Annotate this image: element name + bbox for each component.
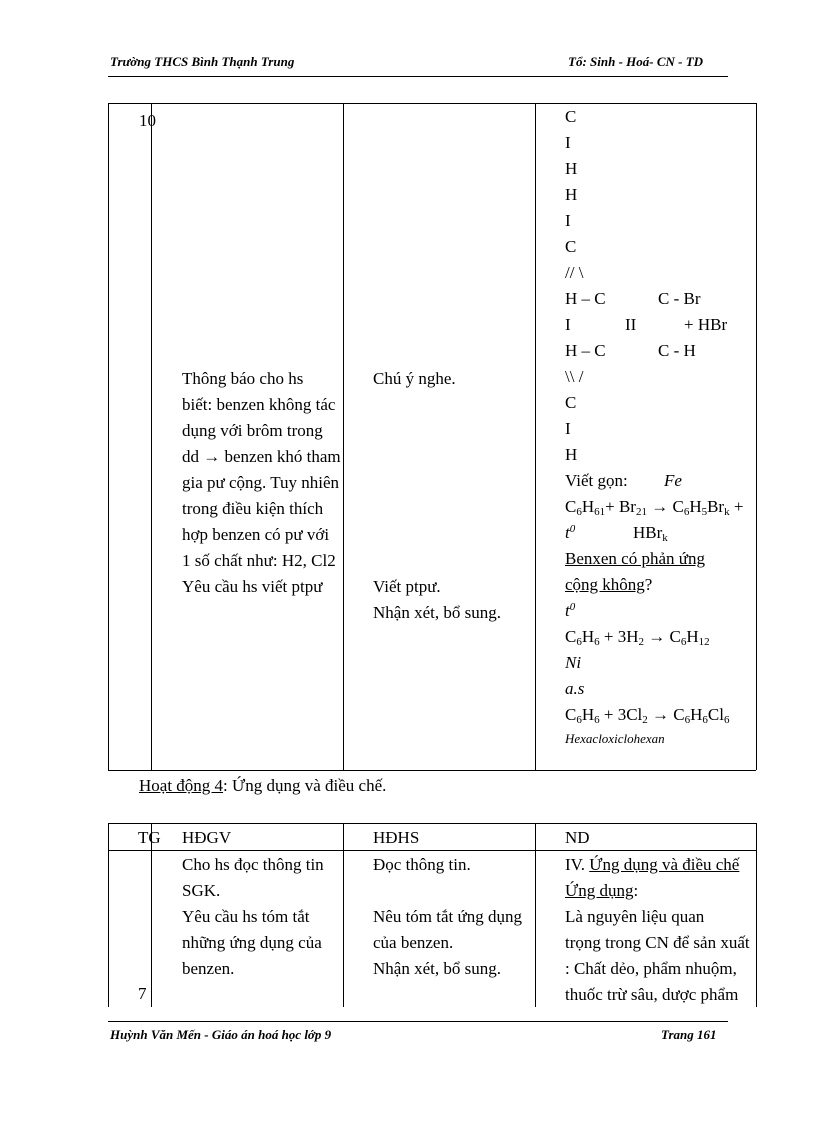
nd-line: trọng trong CN để sản xuất	[565, 933, 750, 952]
nd-section-title: IV. Ứng dụng và điều chế	[565, 855, 740, 874]
hdgv-line: gia pư cộng. Tuy nhiên	[182, 473, 340, 492]
header-tg: TG	[138, 828, 161, 847]
struct-line: H	[565, 159, 578, 178]
product-name: Hexacloxiclohexan	[565, 731, 665, 746]
table2-tg-value: 7	[138, 984, 147, 1003]
footer-rule	[108, 1021, 728, 1022]
condition-t0: $t^0$	[565, 523, 576, 542]
table2-border-right	[756, 823, 757, 1007]
addition-question: Benxen có phản ứng	[565, 549, 705, 568]
struct-line: H	[565, 185, 578, 204]
table2-nd-cell	[536, 851, 756, 1007]
hdgv-line: Yêu cầu hs viết ptpư	[182, 577, 323, 596]
hdhs-line: Viết ptpư.	[373, 577, 441, 596]
header-school: Trường THCS Bình Thạnh Trung	[110, 54, 295, 69]
struct-line: II	[625, 315, 637, 334]
equation-bromination: $C_6H_{61}+ Br_{21} \to C_6H_5Br_k$ +	[565, 497, 744, 518]
hdhs-line: Nhận xét, bổ sung.	[373, 959, 501, 978]
table2-header-tg	[109, 824, 161, 850]
table2-header-hdgv	[152, 824, 343, 850]
equation-hydrogenation: $C_6H_6 + 3H_2 \to C_6H_{12}$	[565, 627, 710, 648]
header-hdhs: HĐHS	[373, 828, 420, 847]
hdgv-line: benzen.	[182, 959, 235, 978]
struct-line: C	[565, 393, 577, 412]
condition-light: a.s	[565, 679, 585, 698]
hdgv-line: Cho hs đọc thông tin	[182, 855, 324, 874]
struct-line: C	[565, 107, 577, 126]
struct-line: I	[565, 315, 571, 334]
struct-line: I	[565, 419, 571, 438]
header-department: Tổ: Sinh - Hoá- CN - TD	[568, 54, 704, 69]
hdgv-line: những ứng dụng của	[182, 933, 322, 952]
short-form-label: Viết gọn:	[565, 471, 628, 490]
hdgv-line: hợp benzen có pư với	[182, 525, 330, 544]
struct-line: C	[565, 237, 577, 256]
hdhs-line: Nêu tóm tắt ứng dụng	[373, 907, 522, 926]
hdhs-line: Chú ý nghe.	[373, 369, 456, 388]
hdgv-line: dd → benzen khó tham	[182, 447, 341, 466]
condition-t0-2: $t^0$	[565, 601, 576, 620]
catalyst-ni: Ni	[565, 653, 582, 672]
nd-subheading: Ứng dụng:	[565, 881, 639, 900]
struct-line: H	[565, 445, 578, 464]
hdgv-line: trong điều kiện thích	[182, 499, 324, 518]
table1-nd-cell	[536, 104, 756, 770]
table1-bottom-border	[108, 770, 756, 771]
table2-header-nd	[536, 824, 756, 850]
struct-line: C - Br	[658, 289, 701, 308]
struct-line: I	[565, 211, 571, 230]
table1-border-right	[756, 103, 757, 770]
table2-hdhs-cell	[344, 851, 535, 1007]
equation-chlorination: $C_6H_6 + 3Cl_2 \to C_6H_6Cl_6$	[565, 705, 730, 726]
struct-line: I	[565, 133, 571, 152]
table2-header-hdhs	[344, 824, 535, 850]
struct-line: + HBr	[684, 315, 728, 334]
table1-tg-value: 10	[139, 111, 156, 130]
table1-hdgv-cell	[152, 104, 343, 770]
footer-author: Huỳnh Văn Mến - Giáo án hoá học lớp 9	[110, 1027, 332, 1042]
activity-4-heading: Hoạt động 4: Ứng dụng và điều chế.	[139, 776, 387, 795]
header-rule	[108, 76, 728, 77]
hdgv-line: SGK.	[182, 881, 221, 900]
struct-line: \\ /	[565, 367, 584, 386]
footer-page-number: Trang 161	[661, 1027, 717, 1042]
struct-line: H – C	[565, 341, 606, 360]
hdgv-line: 1 số chất như: H2, Cl2	[182, 551, 336, 570]
hdhs-line: của benzen.	[373, 933, 454, 952]
hdgv-line: Yêu cầu hs tóm tắt	[182, 907, 310, 926]
struct-line: H – C	[565, 289, 606, 308]
hdgv-line: biết: benzen không tác	[182, 395, 336, 414]
header-nd: ND	[565, 828, 590, 847]
hdgv-line: Thông báo cho hs	[182, 369, 304, 388]
hdgv-line: dụng với brôm trong	[182, 421, 323, 440]
catalyst-fe: Fe	[664, 471, 682, 490]
hdhs-line: Đọc thông tin.	[373, 855, 471, 874]
table1-tg-cell	[109, 104, 156, 770]
header-hdgv: HĐGV	[182, 828, 232, 847]
addition-question-cont: cộng không?	[565, 575, 653, 594]
struct-line: C - H	[658, 341, 696, 360]
nd-line: thuốc trừ sâu, dược phẩm	[565, 985, 739, 1004]
table2-tg-cell	[109, 851, 151, 1007]
nd-line: Là nguyên liệu quan	[565, 907, 705, 926]
table1-hdhs-cell	[344, 104, 535, 770]
struct-line: // \	[565, 263, 584, 282]
nd-line: : Chất dẻo, phẩm nhuộm,	[565, 959, 737, 978]
product-hbr: HBr$_k$	[633, 523, 668, 544]
table2-hdgv-cell	[152, 851, 343, 1007]
hdhs-line: Nhận xét, bổ sung.	[373, 603, 501, 622]
